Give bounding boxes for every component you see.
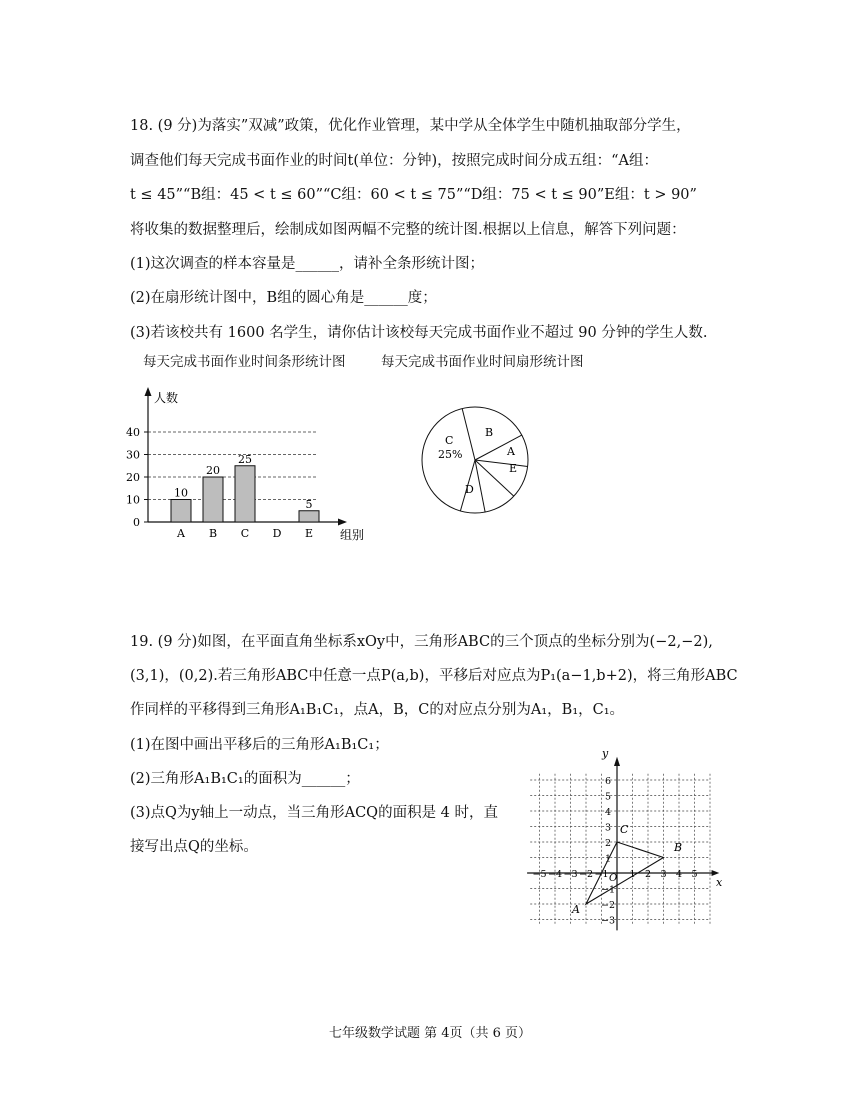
- point-b-label: B: [674, 841, 683, 854]
- y-tick-label: 2: [604, 838, 612, 849]
- x-tick-label: −4: [547, 869, 563, 880]
- pie-chart: [415, 400, 545, 520]
- bar-e: [299, 511, 319, 522]
- y-tick-label: 1: [604, 853, 612, 865]
- q18-line-3: t ≤ 45”“B组：45 < t ≤ 60”“C组：60 < t ≤ 75”“D组：75 < t ≤ 90”E组：t > 90”: [130, 187, 697, 203]
- y-tick-label: 40: [126, 426, 140, 439]
- page-footer: 七年级数学试题 第 4页（共 6 页）: [328, 1026, 532, 1041]
- q19-part-2: (2)三角形A₁B₁C₁的面积为______；: [130, 771, 360, 787]
- q19-part-3a: (3)点Q为y轴上一动点，当三角形ACQ的面积是 4 时，直: [130, 805, 499, 821]
- x-tick-label: −2: [578, 869, 594, 880]
- q19-part-1: (1)在图中画出平移后的三角形A₁B₁C₁；: [130, 737, 389, 753]
- category-label: D: [272, 527, 282, 540]
- q18-line-1: 18. (9 分)为落实”双减”政策，优化作业管理，某中学从全体学生中随机抽取部分学生，: [130, 118, 691, 134]
- pie-label-b: B: [485, 426, 494, 439]
- q19-line-2: (3,1)，(0,2).若三角形ABC中任意一点P(a,b)，平移后对应点为P₁(a−1,b+2)，将三角形ABC: [130, 668, 738, 684]
- bar-value-label: 10: [174, 486, 188, 500]
- q18-line-4: 将收集的数据整理后，绘制成如图两幅不完整的统计图.根据以上信息，解答下列问题：: [130, 222, 686, 238]
- y-tick-label: 3: [604, 822, 612, 834]
- y-tick-label: −3: [600, 915, 616, 927]
- y-tick-label: 10: [126, 493, 140, 507]
- x-tick-label: −3: [563, 869, 578, 880]
- y-axis-arrow: [614, 757, 620, 766]
- x-tick-label: −5: [532, 869, 547, 880]
- bar-value-label: 25: [238, 452, 252, 466]
- x-tick-label: 1: [629, 869, 636, 880]
- pie-label-c-percent: 25%: [438, 448, 463, 461]
- origin-label: O: [609, 873, 618, 884]
- category-label: E: [304, 527, 314, 540]
- x-tick-label: −1: [594, 869, 609, 880]
- q18-part-3: (3)若该校共有 1600 名学生，请你估计该校每天完成书面作业不超过 90 分钟的学生人数.: [130, 325, 708, 341]
- x-tick-label: 3: [660, 869, 667, 880]
- y-tick-label: 6: [604, 776, 612, 787]
- point-a-label: A: [572, 903, 580, 916]
- category-label: A: [177, 527, 185, 540]
- bar-a: [171, 500, 191, 523]
- x-axis-label: 组别: [340, 528, 365, 542]
- q19-line-1: 19. (9 分)如图，在平面直角坐标系xOy中，三角形ABC的三个顶点的坐标分别为(−2,−2),: [130, 634, 713, 650]
- x-tick-label: 5: [691, 869, 698, 880]
- category-label: C: [240, 527, 250, 540]
- x-axis-arrow: [338, 519, 347, 526]
- pie-label-a: A: [507, 445, 515, 458]
- q19-part-3b: 接写出点Q的坐标。: [130, 839, 258, 855]
- y-tick-label: 5: [604, 791, 612, 803]
- y-tick-label: 30: [126, 448, 140, 462]
- y-tick-label: −1: [600, 884, 616, 896]
- q18-part-1: (1)这次调查的样本容量是______，请补全条形统计图；: [130, 256, 485, 272]
- y-axis-label: 人数: [154, 391, 179, 405]
- pie-chart-caption: 每天完成书面作业时间扇形统计图: [381, 354, 584, 370]
- y-tick-label: 20: [126, 471, 140, 484]
- pie-label-d: D: [465, 483, 474, 496]
- x-tick-label: 4: [675, 869, 683, 880]
- coordinate-plane: [512, 745, 737, 940]
- pie-label-e: E: [509, 462, 518, 475]
- bar-c: [235, 466, 255, 522]
- y-tick-label: 4: [604, 807, 612, 818]
- bar-b: [203, 477, 223, 522]
- q19-line-3: 作同样的平移得到三角形A₁B₁C₁，点A，B，C的对应点分别为A₁，B₁，C₁。: [130, 702, 625, 718]
- bar-value-label: 20: [206, 464, 220, 477]
- q18-line-2: 调查他们每天完成书面作业的时间t(单位：分钟)，按照完成时间分成五组：“A组：: [130, 153, 659, 169]
- axis-y-label: y: [602, 747, 609, 760]
- bar-chart-caption: 每天完成书面作业时间条形统计图: [143, 354, 346, 370]
- bar-chart: [118, 385, 378, 550]
- axis-x-label: x: [716, 876, 723, 889]
- pie-label-c: C: [445, 434, 454, 447]
- q18-part-2: (2)在扇形统计图中，B组的圆心角是______度；: [130, 290, 437, 306]
- x-tick-label: 2: [644, 869, 652, 880]
- y-tick-label: −2: [600, 900, 616, 911]
- y-tick-label: 0: [133, 516, 140, 529]
- category-label: B: [208, 527, 218, 540]
- point-c-label: C: [620, 823, 629, 836]
- y-axis-arrow: [145, 387, 152, 396]
- bar-value-label: 5: [305, 497, 313, 511]
